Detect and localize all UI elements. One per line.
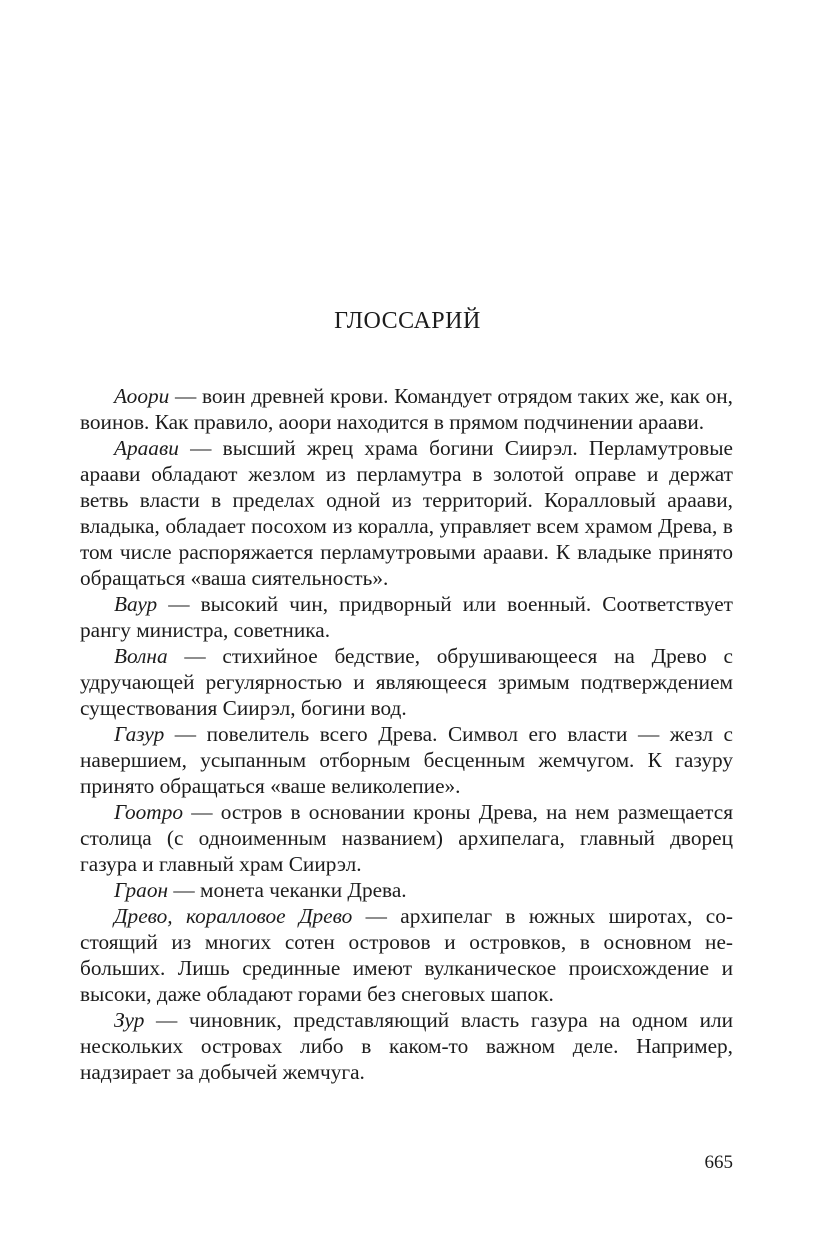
glossary-definition: — повелитель всего Древа. Символ его власти — жезл с навершием, усыпанным отборным бесценным жемчугом. К газуру принято обращаться «ваше великолепие».	[80, 722, 733, 798]
glossary-definition: — воин древней крови. Командует отрядом таких же, как он, воинов. Как правило, аоори находится в прямом подчинении араави.	[80, 384, 733, 434]
glossary-definition: — монета чеканки Древа.	[168, 878, 407, 902]
page-number: 665	[704, 1152, 733, 1173]
glossary-entry	[80, 721, 733, 799]
glossary-entry	[80, 1007, 733, 1085]
glossary-entry	[80, 591, 733, 643]
glossary-entry	[80, 435, 733, 591]
glossary-definition: — высокий чин, придворный или военный. Соответствует рангу министра, советника.	[80, 592, 733, 642]
glossary-term: Газур	[114, 722, 165, 746]
glossary-definition: — высший жрец храма богини Сиирэл. Перламутровые араави обладают жезлом из перламутра в золотой оправе и держат ветвь власти в пределах одной из территорий. Коралловый араави, владыка, обладает посохом из коралла, управляет всем храмом Древа, в том числе распоряжается перламутровыми араави. К владыке принято обращаться «ваша сиятельность».	[80, 436, 733, 590]
glossary-term: Зур	[114, 1008, 145, 1032]
glossary-body	[80, 383, 733, 1085]
glossary-term: Граон	[114, 878, 169, 902]
glossary-entry	[80, 877, 733, 903]
glossary-term: Волна	[114, 644, 168, 668]
glossary-definition: — остров в основании кроны Древа, на нем размещается столица (с одноименным названием) архипелага, главный дворец газура и главный храм Сиирэл.	[80, 800, 733, 876]
glossary-term: Древо, коралловое Древо	[114, 904, 353, 928]
glossary-definition: — архипелаг в южных широтах, состоящий из многих сотен островов и островков, в основном небольших. Лишь срединные имеют вулканическое происхождение и высоки, даже обладают горами без снеговых шапок.	[80, 904, 733, 1006]
glossary-entry	[80, 643, 733, 721]
glossary-entry	[80, 903, 733, 1007]
glossary-term: Араави	[114, 436, 179, 460]
glossary-term: Гоотро	[114, 800, 183, 824]
glossary-entry	[80, 799, 733, 877]
glossary-definition: — стихийное бедствие, обрушивающееся на Древо с удручающей регулярностью и являющееся зримым подтверждением существования Сиирэл, богини вод.	[80, 644, 733, 720]
glossary-definition: — чиновник, представляющий власть газура на одном или нескольких островах либо в каком-то важном деле. Например, надзирает за добычей жемчуга.	[80, 1008, 733, 1084]
page-title: ГЛОССАРИЙ	[334, 308, 481, 334]
glossary-term: Ваур	[114, 592, 158, 616]
glossary-entry	[80, 383, 733, 435]
glossary-term: Аоори	[114, 384, 170, 408]
